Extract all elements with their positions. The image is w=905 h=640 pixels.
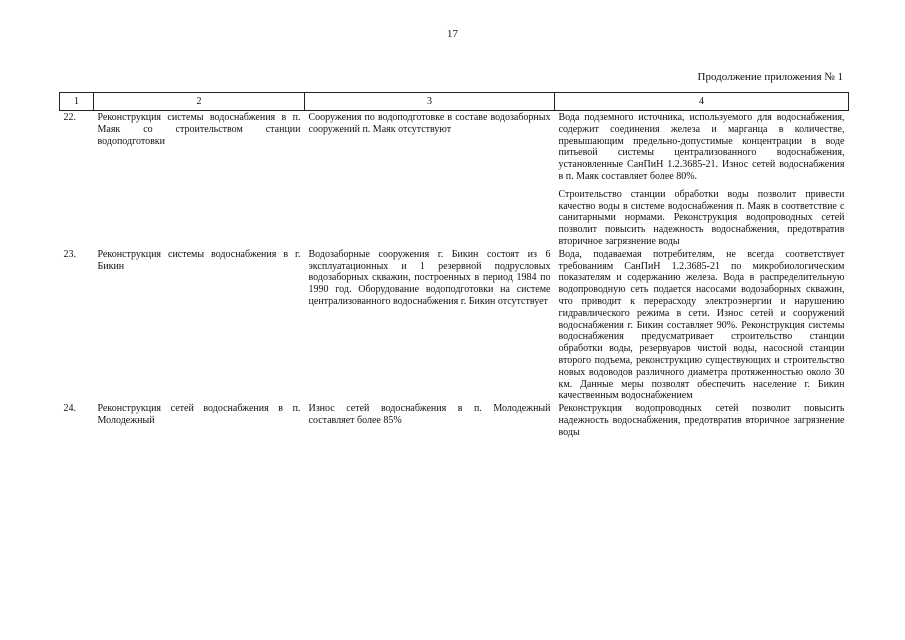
- column-header-4: 4: [555, 93, 849, 111]
- current-state: Водозаборные сооружения г. Бикин состоят из 6 эксплуатационных и 1 резервной подрусловых водозаборных скважин, построенных в период 1984 по 1990 год. Оборудование водоподготовки на системе централизованного водоснабжения г. Бикин отсутствует: [308, 248, 551, 307]
- project-name: Реконструкция системы водоснабжения в п. Маяк со строительством станции водоподготовки: [97, 112, 301, 147]
- column-header-2: 2: [94, 93, 305, 111]
- continuation-label: Продолжение приложения № 1: [697, 71, 843, 83]
- table-row: [60, 248, 849, 402]
- current-state: Сооружения по водоподготовке в составе водозаборных сооружений п. Маяк отсутствуют: [308, 112, 551, 135]
- justification: [555, 402, 849, 438]
- row-number: 22.: [63, 112, 76, 123]
- column-header-3: 3: [305, 93, 555, 111]
- column-header-1: 1: [60, 93, 94, 111]
- project-name: Реконструкция системы водоснабжения в г. Бикин: [97, 248, 301, 272]
- project-name: Реконструкция сетей водоснабжения в п. Молодежный: [97, 403, 301, 426]
- row-number: 24.: [63, 403, 76, 415]
- justification-paragraph: Вода, подаваемая потребителям, не всегда соответствует требованиям СанПиН 1.2.3685-21 по микробиологическим показателям и содержанию железа. Вода в распределительную водопроводную сеть подается насосами водозаборных скважин, что приводит к перерасходу электроэнергии и нарушению гидравлического режима в сети. Износ сетей и сооружений водоснабжения г. Бикин составляет 90%. Реконструкция системы водоснабжения предусматривает строительство станции обработки воды, резервуаров чистой воды, насосной станции второго подъема, реконструкцию существующих и строительство новых водоводов различного диаметра протяженностью около 30 км. Данные меры позволят обеспечить население г. Бикин качественным водоснабжением: [558, 248, 845, 402]
- page-number: 17: [447, 28, 458, 40]
- table-row: [60, 111, 849, 248]
- table-header-row: [60, 93, 849, 111]
- justification: [555, 248, 849, 402]
- justification-paragraph: Строительство станции обработки воды позволит привести качество воды в системе водоснабжения п. Маяк в соответствие с санитарными нормами. Реконструкция водопроводных сетей позволит повысить надежность водоснабжения, предотвратив вторичное загрязнение воды: [558, 188, 845, 247]
- appendix-table: [59, 92, 849, 439]
- row-number: 23.: [63, 248, 76, 260]
- current-state: Износ сетей водоснабжения в п. Молодежный составляет более 85%: [308, 403, 551, 426]
- justification: [555, 111, 849, 248]
- justification-paragraph: Вода подземного источника, используемого для водоснабжения, содержит соединения железа и марганца в количестве, превышающим предельно-допустимые концентрации в воде питьевой системы централизованного водоснабжения, установленные СанПиН 1.2.3685-21. Износ сетей водоснабжения в п. Маяк составляет более 80%.: [558, 112, 845, 182]
- table-row: [60, 402, 849, 438]
- justification-paragraph: Реконструкция водопроводных сетей позволит повысить надежность водоснабжения, предотвратив вторичное загрязнение воды: [558, 403, 845, 438]
